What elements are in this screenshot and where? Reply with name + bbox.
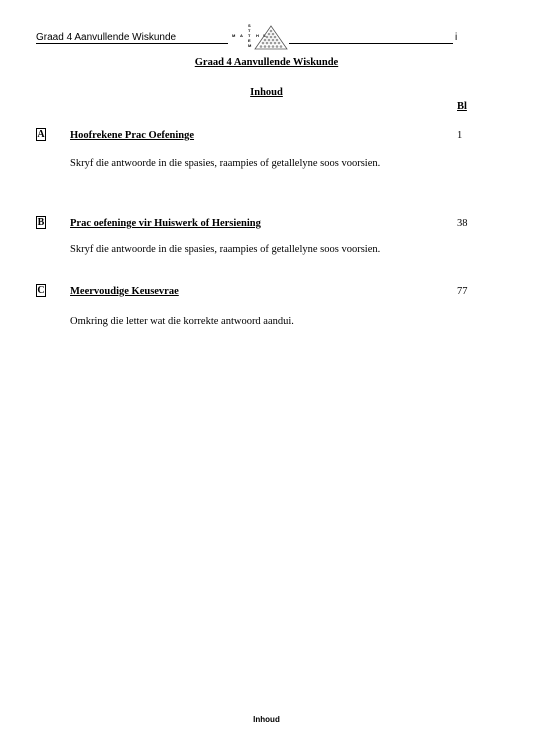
logo-letter-t-center: T (248, 33, 251, 38)
header-rule-left (36, 43, 228, 44)
section-title-c: Meervoudige Keusevrae (70, 286, 179, 297)
header-page-number: i (455, 32, 458, 43)
logo-letter-h: H (256, 33, 259, 38)
maths-logo (230, 24, 288, 50)
logo-letter-m-vertical: M (248, 43, 252, 48)
section-title-b: Prac oefeninge vir Huiswerk of Hersiening (70, 218, 261, 229)
page-column-label: Bl (457, 101, 467, 112)
section-description-c: Omkring die letter wat die korrekte antwoord aandui. (70, 316, 294, 327)
logo-letter-s: S (248, 23, 251, 28)
section-description-a: Skryf die antwoorde in die spasies, raampies of getallelyne soos voorsien. (70, 158, 381, 169)
section-description-b: Skryf die antwoorde in die spasies, raampies of getallelyne soos voorsien. (70, 244, 381, 255)
section-page-c: 77 (457, 286, 468, 297)
page-header (36, 24, 460, 50)
section-title-a: Hoofrekene Prac Oefeninge (70, 130, 195, 141)
section-page-a: 1 (457, 130, 463, 141)
document-title: Graad 4 Aanvullende Wiskunde (194, 57, 339, 68)
triangle-pyramid-icon (254, 25, 288, 50)
logo-letter-s-right: S (263, 33, 266, 38)
section-letter-a: A (37, 129, 45, 140)
section-letter-c: C (37, 285, 45, 296)
toc-heading: Inhoud (250, 87, 283, 98)
section-page-b: 38 (457, 218, 468, 229)
logo-letter-t: T (248, 28, 251, 33)
header-rule-right (289, 43, 453, 44)
section-letter-b: B (37, 217, 45, 228)
page-footer: Inhoud (253, 715, 280, 724)
logo-letter-m: M (232, 33, 236, 38)
header-title: Graad 4 Aanvullende Wiskunde (36, 32, 177, 43)
logo-letter-a: A (240, 33, 243, 38)
logo-letter-e: E (248, 38, 251, 43)
